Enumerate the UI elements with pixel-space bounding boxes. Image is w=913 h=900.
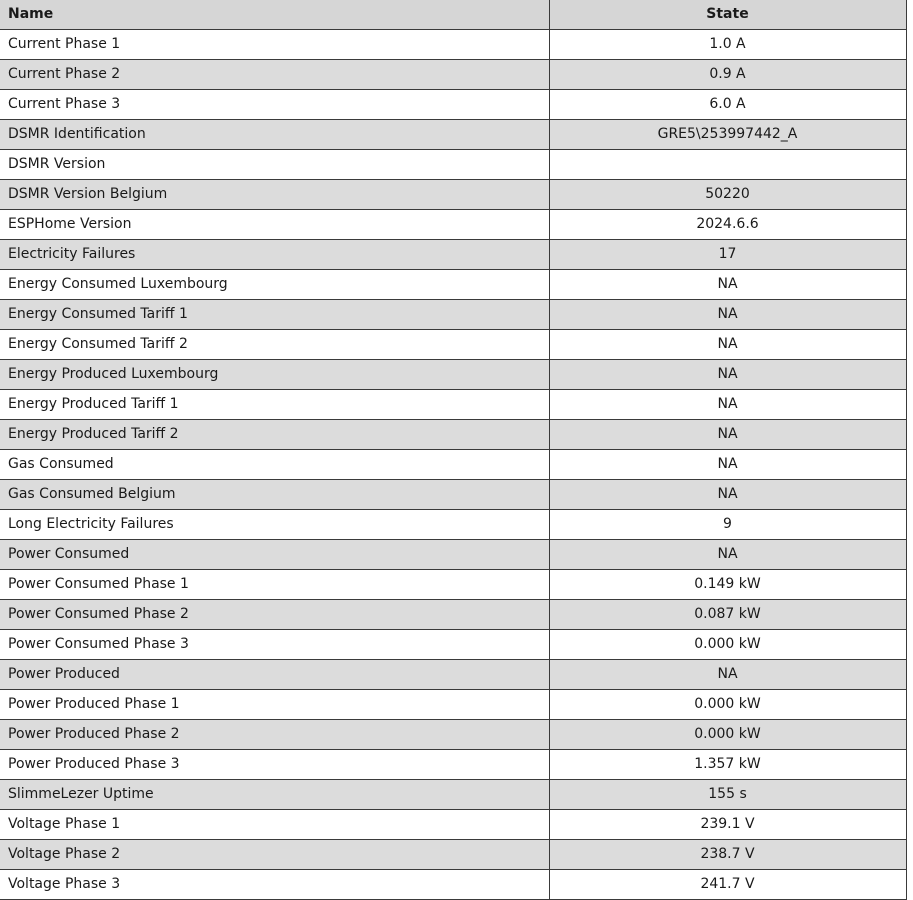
sensor-name-cell: Energy Produced Luxembourg xyxy=(0,360,549,390)
sensor-name-cell: Power Consumed Phase 2 xyxy=(0,600,549,630)
sensor-state-cell: NA xyxy=(549,390,906,420)
sensor-state-cell: 0.087 kW xyxy=(549,600,906,630)
table-row xyxy=(0,180,906,210)
table-row xyxy=(0,210,906,240)
sensor-state-cell: NA xyxy=(549,480,906,510)
table-row xyxy=(0,780,906,810)
sensor-state-cell: NA xyxy=(549,300,906,330)
sensor-name-cell: Electricity Failures xyxy=(0,240,549,270)
sensor-state-cell xyxy=(549,150,906,180)
sensor-name-cell: Power Consumed Phase 3 xyxy=(0,630,549,660)
sensor-state-cell: 9 xyxy=(549,510,906,540)
sensor-name-cell: Power Consumed xyxy=(0,540,549,570)
sensor-state-cell: 0.9 A xyxy=(549,60,906,90)
sensor-state-cell: 155 s xyxy=(549,780,906,810)
column-header-state: State xyxy=(549,0,906,30)
sensor-state-cell: 239.1 V xyxy=(549,810,906,840)
sensor-name-cell: Power Produced Phase 1 xyxy=(0,690,549,720)
table-row xyxy=(0,270,906,300)
sensor-name-cell: Energy Consumed Tariff 1 xyxy=(0,300,549,330)
sensor-state-cell: NA xyxy=(549,660,906,690)
table-row xyxy=(0,240,906,270)
table-row xyxy=(0,870,906,900)
table-row xyxy=(0,450,906,480)
table-body xyxy=(0,30,906,900)
table-row xyxy=(0,630,906,660)
sensor-name-cell: Power Produced xyxy=(0,660,549,690)
table-row xyxy=(0,330,906,360)
sensor-name-cell: Current Phase 2 xyxy=(0,60,549,90)
sensor-state-cell: 0.000 kW xyxy=(549,690,906,720)
sensor-name-cell: Gas Consumed xyxy=(0,450,549,480)
table-row xyxy=(0,720,906,750)
sensor-state-cell: NA xyxy=(549,330,906,360)
table-row xyxy=(0,480,906,510)
sensor-name-cell: DSMR Identification xyxy=(0,120,549,150)
column-header-name: Name xyxy=(0,0,549,30)
sensor-state-cell: NA xyxy=(549,360,906,390)
sensor-state-cell: 0.000 kW xyxy=(549,720,906,750)
sensor-name-cell: Voltage Phase 2 xyxy=(0,840,549,870)
sensor-name-cell: Voltage Phase 3 xyxy=(0,870,549,900)
table-row xyxy=(0,690,906,720)
sensor-name-cell: Gas Consumed Belgium xyxy=(0,480,549,510)
sensor-state-cell: 1.357 kW xyxy=(549,750,906,780)
sensor-name-cell: Energy Consumed Tariff 2 xyxy=(0,330,549,360)
sensor-name-cell: Current Phase 3 xyxy=(0,90,549,120)
table-row xyxy=(0,840,906,870)
table-row xyxy=(0,600,906,630)
sensor-name-cell: Energy Produced Tariff 2 xyxy=(0,420,549,450)
sensor-name-cell: Voltage Phase 1 xyxy=(0,810,549,840)
sensor-name-cell: Power Consumed Phase 1 xyxy=(0,570,549,600)
sensor-state-cell: 1.0 A xyxy=(549,30,906,60)
table-row xyxy=(0,420,906,450)
table-row xyxy=(0,150,906,180)
header-row xyxy=(0,0,906,30)
table-row xyxy=(0,750,906,780)
sensor-state-cell: 0.149 kW xyxy=(549,570,906,600)
sensor-name-cell: Current Phase 1 xyxy=(0,30,549,60)
table-row xyxy=(0,300,906,330)
sensor-name-cell: SlimmeLezer Uptime xyxy=(0,780,549,810)
sensor-state-cell: NA xyxy=(549,420,906,450)
sensor-name-cell: Energy Produced Tariff 1 xyxy=(0,390,549,420)
sensor-state-cell: 0.000 kW xyxy=(549,630,906,660)
table-row xyxy=(0,360,906,390)
sensor-state-cell: 2024.6.6 xyxy=(549,210,906,240)
sensor-name-cell: DSMR Version xyxy=(0,150,549,180)
sensor-state-cell: NA xyxy=(549,540,906,570)
sensor-name-cell: Long Electricity Failures xyxy=(0,510,549,540)
table-row xyxy=(0,570,906,600)
sensor-name-cell: DSMR Version Belgium xyxy=(0,180,549,210)
sensor-state-cell: 50220 xyxy=(549,180,906,210)
table-header xyxy=(0,0,906,30)
table-row xyxy=(0,30,906,60)
table-row xyxy=(0,90,906,120)
sensor-name-cell: Energy Consumed Luxembourg xyxy=(0,270,549,300)
sensor-name-cell: Power Produced Phase 3 xyxy=(0,750,549,780)
table-row xyxy=(0,510,906,540)
sensor-state-cell: NA xyxy=(549,270,906,300)
sensor-state-cell: GRE5\253997442_A xyxy=(549,120,906,150)
table-row xyxy=(0,120,906,150)
sensor-state-cell: NA xyxy=(549,450,906,480)
sensor-name-cell: ESPHome Version xyxy=(0,210,549,240)
sensor-state-cell: 241.7 V xyxy=(549,870,906,900)
table-row xyxy=(0,60,906,90)
sensor-name-cell: Power Produced Phase 2 xyxy=(0,720,549,750)
table-row xyxy=(0,390,906,420)
sensor-state-cell: 17 xyxy=(549,240,906,270)
table-row xyxy=(0,810,906,840)
table-row xyxy=(0,540,906,570)
table-row xyxy=(0,660,906,690)
sensor-state-cell: 6.0 A xyxy=(549,90,906,120)
sensor-state-cell: 238.7 V xyxy=(549,840,906,870)
